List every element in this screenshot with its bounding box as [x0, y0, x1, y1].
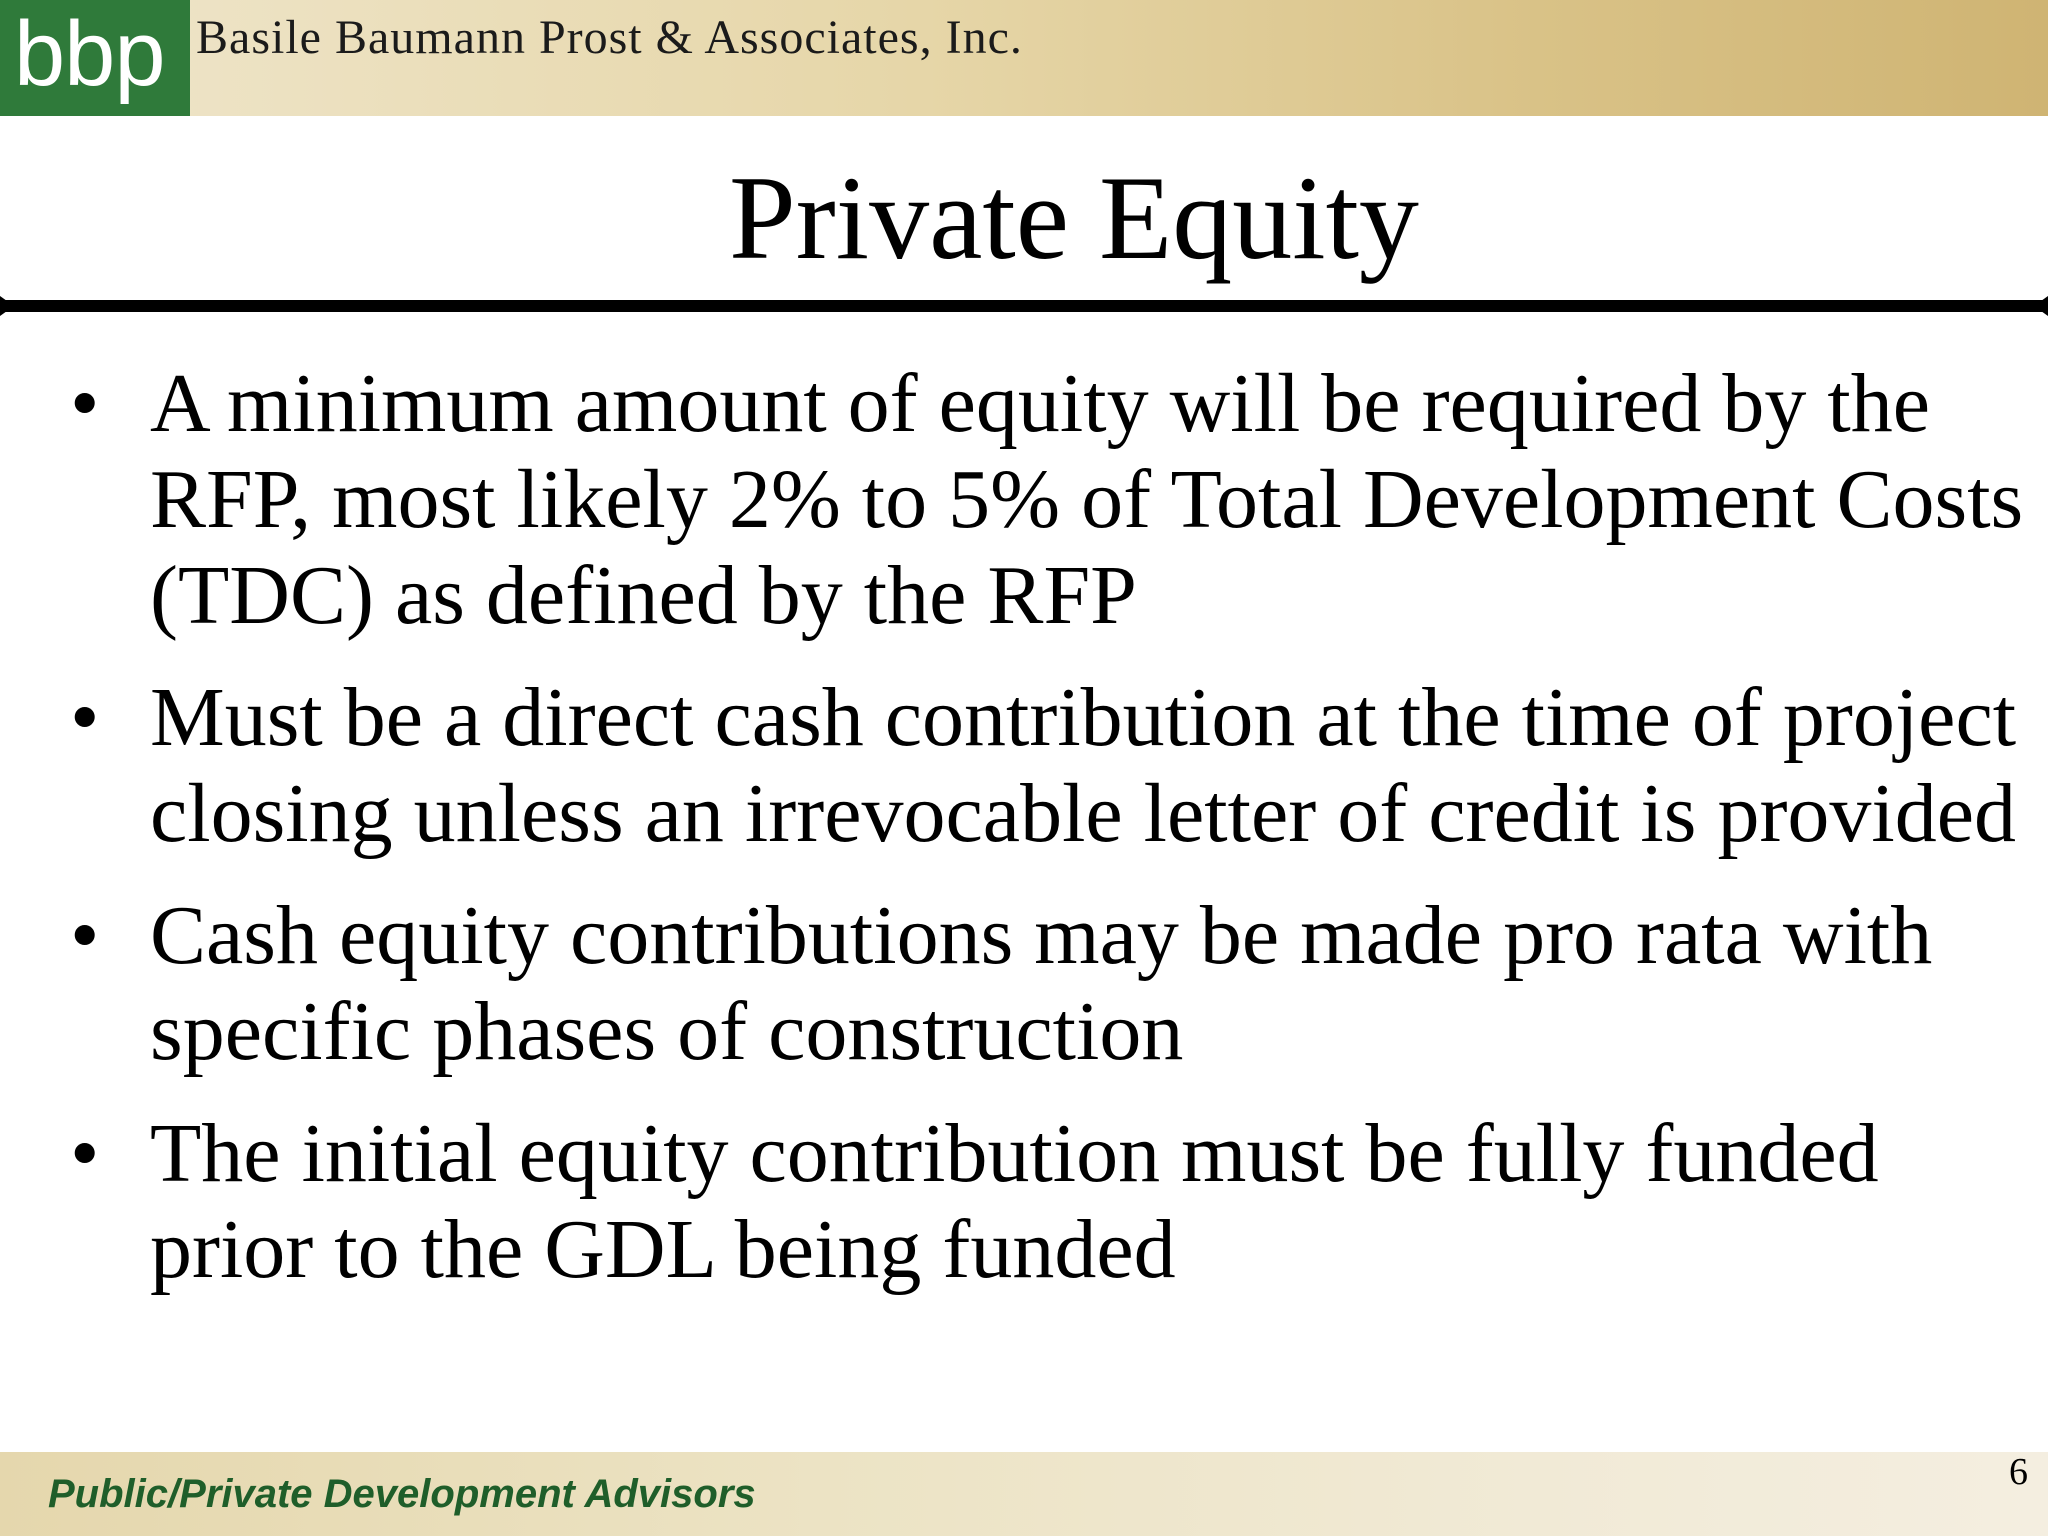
bullet-text: Cash equity contributions may be made pro rata with specific phases of construction — [150, 889, 1933, 1078]
bullet-dot: • — [70, 889, 100, 982]
slide-title: Private Equity — [729, 151, 1419, 284]
bullet-item — [0, 356, 2048, 644]
company-name: Basile Baumann Prost & Associates, Inc. — [196, 11, 1023, 64]
title-divider — [0, 296, 2048, 316]
divider-bar — [0, 300, 2048, 312]
bullet-item — [0, 670, 2048, 862]
logo — [0, 0, 190, 116]
bullet-list — [0, 356, 2048, 1324]
divider-right-cap — [2034, 296, 2048, 316]
bullet-text: A minimum amount of equity will be required by the RFP, most likely 2% to 5% of Total Development Costs (TDC) as defined by the RFP — [150, 357, 2024, 642]
logo-text: bbp — [14, 3, 165, 105]
bullet-dot: • — [70, 671, 100, 764]
page-number: 6 — [2009, 1451, 2028, 1493]
bullet-dot: • — [70, 1107, 100, 1200]
bullet-dot: • — [70, 357, 100, 450]
bullet-item — [0, 888, 2048, 1080]
bullet-text: Must be a direct cash contribution at the time of project closing unless an irrevocable letter of credit is provided — [150, 671, 2017, 860]
bullet-item — [0, 1106, 2048, 1298]
bullet-text: The initial equity contribution must be fully funded prior to the GDL being funded — [150, 1107, 1879, 1296]
footer-tagline: Public/Private Development Advisors — [48, 1472, 756, 1516]
